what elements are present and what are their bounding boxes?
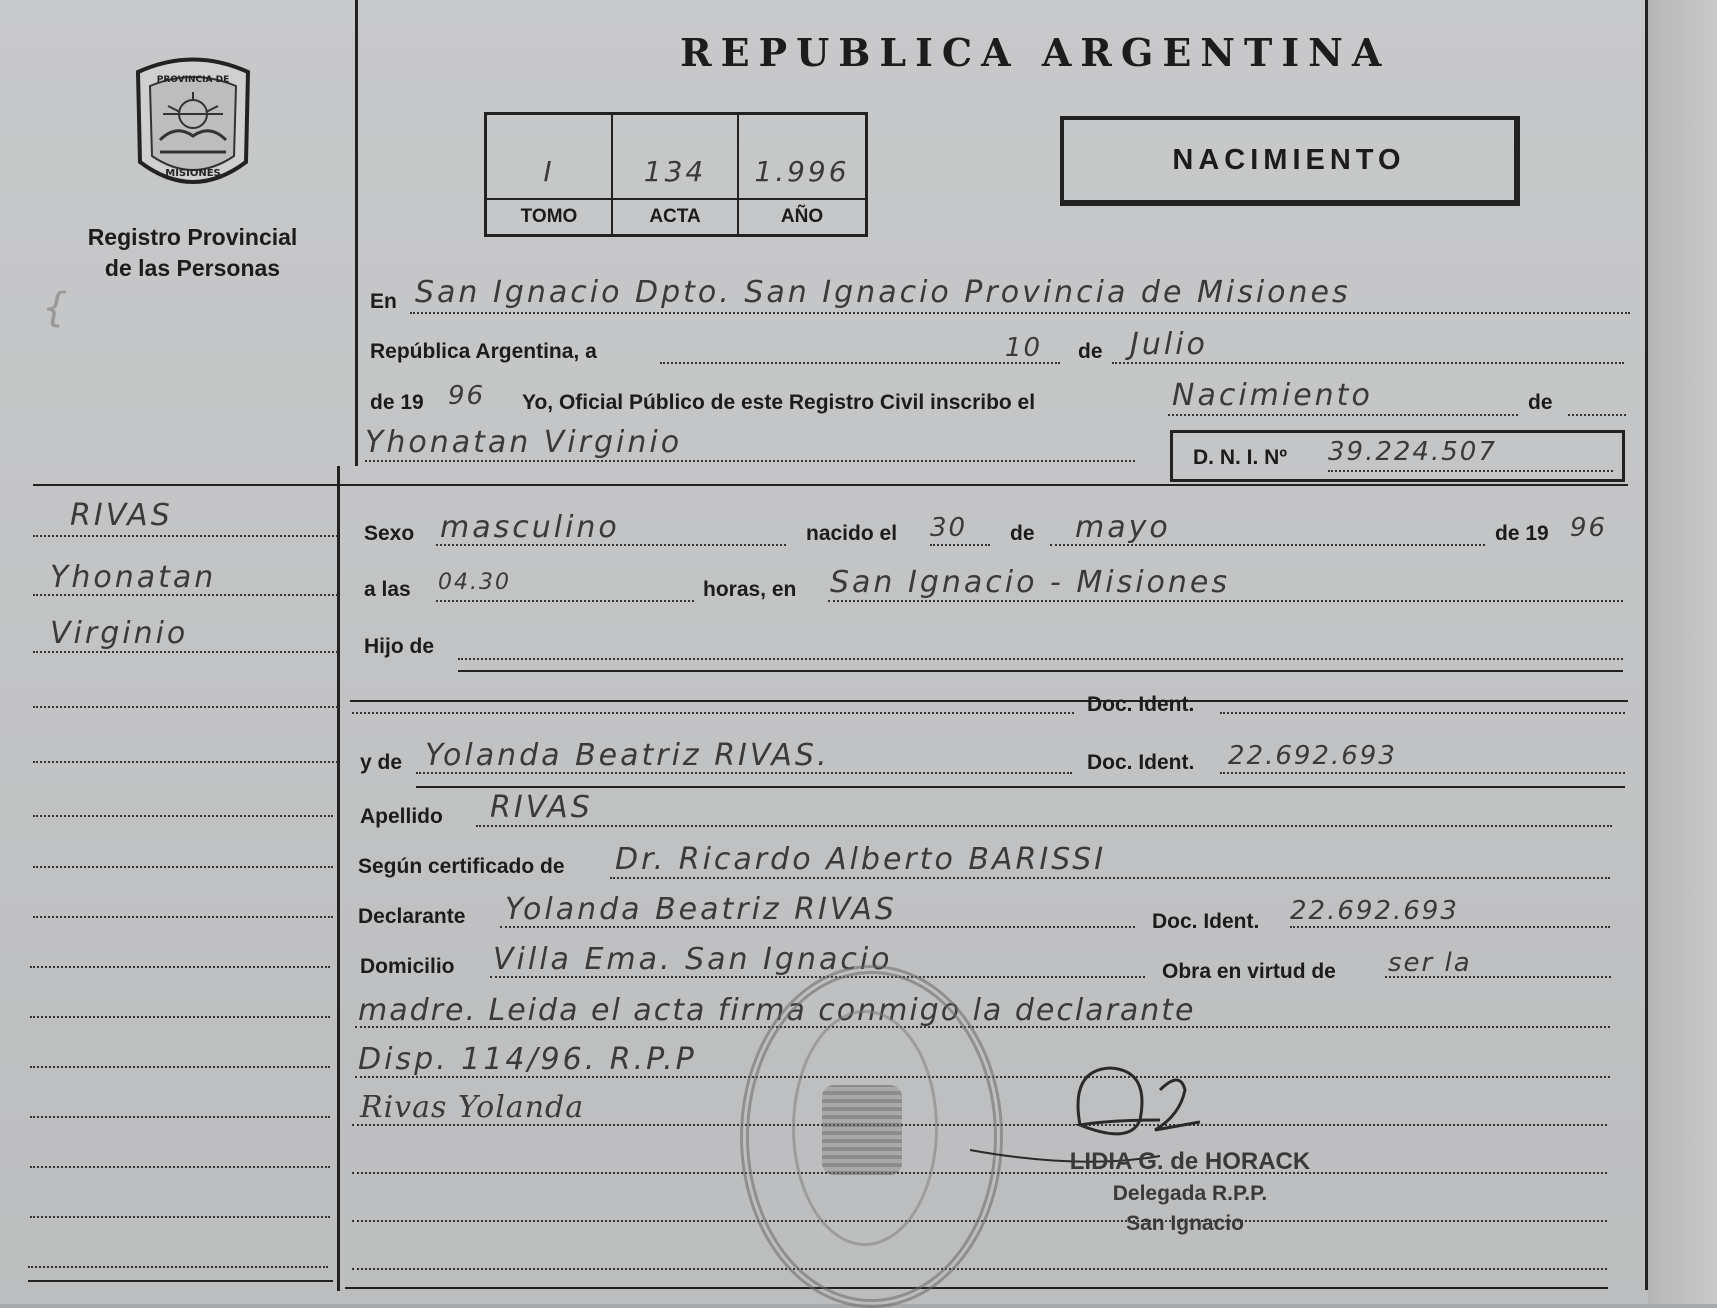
entry-obra: ser la <box>1388 948 1472 978</box>
entry-domicilio: Villa Ema. San Ignacio <box>493 942 893 977</box>
rule-tipo <box>1168 414 1518 416</box>
entry-declarante: Yolanda Beatriz RIVAS <box>505 892 897 927</box>
label-dni: D. N. I. Nº <box>1193 446 1288 469</box>
seal-top-text: PROVINCIA DE <box>156 75 230 85</box>
entry-lugar-nac: San Ignacio - Misiones <box>830 565 1230 600</box>
label-de19-nac: de 19 <box>1495 522 1549 545</box>
side-name-2: Yhonatan <box>50 560 217 595</box>
rule-side-1 <box>33 535 338 537</box>
section-rule-2 <box>350 700 1628 702</box>
seal-bottom-text: MISIONES <box>165 168 221 179</box>
official-place: San Ignacio <box>1126 1212 1244 1235</box>
section-rule-1 <box>340 484 1628 486</box>
entry-tipo: Nacimiento <box>1172 378 1373 413</box>
entry-anio-inscripcion: 96 <box>448 381 486 411</box>
rule-nota-6 <box>352 1268 1607 1270</box>
label-de-mes-nac: de <box>1010 522 1035 545</box>
entry-lugar: San Ignacio Dpto. San Ignacio Provincia de Misiones <box>415 275 1351 310</box>
entry-dia-nac: 30 <box>930 513 968 543</box>
rule-side-15 <box>28 1266 328 1268</box>
margin-mark: { <box>42 285 68 331</box>
tomo-value: I <box>543 155 555 188</box>
registry-line-2: de las Personas <box>104 255 281 281</box>
label-doc-ident-declarante: Doc. Ident. <box>1152 910 1260 933</box>
label-apellido: Apellido <box>360 805 443 828</box>
rule-side-4 <box>33 706 338 708</box>
page-edge <box>1648 0 1717 1304</box>
side-name-1: RIVAS <box>70 498 173 533</box>
anio-value: 1.996 <box>754 155 850 188</box>
rule-doc-madre <box>1220 772 1625 774</box>
label-en: En <box>370 290 397 313</box>
rule-certificado <box>610 877 1610 879</box>
entry-nombre: Yhonatan Virginio <box>365 425 683 460</box>
label-declarante: Declarante <box>358 905 466 928</box>
rule-side-3 <box>33 651 338 653</box>
tomo-cell <box>487 115 613 234</box>
rule-side-13 <box>30 1166 330 1168</box>
record-box <box>484 112 868 237</box>
label-doc-ident-padre: Doc. Ident. <box>1087 693 1195 716</box>
rule-dni <box>1328 470 1613 472</box>
acta-cell <box>613 115 739 234</box>
label-segun: Según certificado de <box>358 855 565 878</box>
entry-dni: 39.224.507 <box>1328 437 1497 467</box>
entry-doc-declarante: 22.692.693 <box>1290 896 1459 926</box>
label-de-mes: de <box>1078 340 1103 363</box>
official-stamp-emblem <box>822 1085 902 1175</box>
rule-dia-nac <box>930 544 990 546</box>
anio-label: AÑO <box>739 198 865 234</box>
rule-side-14 <box>30 1216 330 1218</box>
anio-cell <box>739 115 865 234</box>
label-sexo: Sexo <box>364 522 415 545</box>
entry-apellido: RIVAS <box>490 790 593 825</box>
official-role: Delegada R.P.P. <box>1112 1182 1268 1205</box>
label-hijo-de: Hijo de <box>364 635 435 658</box>
document-type-box: NACIMIENTO <box>1060 116 1520 206</box>
rule-side-7 <box>33 866 333 868</box>
rule-side-10 <box>30 1016 330 1018</box>
label-yo: Yo, Oficial Público de este Registro Civil inscribo el <box>522 391 1036 414</box>
signature-declarante: Rivas Yolanda <box>360 1090 585 1125</box>
frame-divider-top <box>355 0 358 466</box>
entry-anio-nac: 96 <box>1570 513 1608 543</box>
acta-value: 134 <box>643 155 707 188</box>
left-column-bottom-rule <box>28 1280 333 1282</box>
entry-mes: Julio <box>1130 327 1208 362</box>
rule-padre <box>352 712 1074 714</box>
rule-doc-padre <box>1220 712 1625 714</box>
label-republica: República Argentina, a <box>370 340 597 363</box>
side-name-3: Virginio <box>50 616 189 651</box>
tomo-label: TOMO <box>487 198 611 234</box>
rule-doc-declarante <box>1290 926 1610 928</box>
frame-divider-bottom <box>337 466 340 1291</box>
rule-de-tail <box>1568 414 1626 416</box>
official-name: LIDIA G. de HORACK <box>1069 1148 1311 1175</box>
page-title: REPUBLICA ARGENTINA <box>680 30 1391 75</box>
rule-side-5 <box>33 761 338 763</box>
acta-label: ACTA <box>613 198 737 234</box>
entry-madre: Yolanda Beatriz RIVAS. <box>425 738 830 773</box>
entry-nota-2: Disp. 114/96. R.P.P <box>358 1042 697 1077</box>
rule-dia <box>660 362 1060 364</box>
entry-hora: 04.30 <box>438 570 511 595</box>
entry-sexo: masculino <box>440 510 620 545</box>
label-a-las: a las <box>364 578 411 601</box>
rule-side-11 <box>30 1066 330 1068</box>
entry-nota-1: madre. Leida el acta firma conmigo la declarante <box>358 993 1196 1028</box>
registry-line-1: Registro Provincial <box>87 224 298 250</box>
rule-side-6 <box>33 815 333 817</box>
rule-hijo-de-solid <box>458 670 1623 672</box>
rule-mes <box>1112 362 1624 364</box>
rule-madre-solid <box>416 786 1625 788</box>
label-horas-en: horas, en <box>703 578 797 601</box>
section-rule-bottom <box>345 1287 1608 1289</box>
label-de19: de 19 <box>370 391 424 414</box>
rule-hijo-de <box>458 658 1623 660</box>
entry-doc-madre: 22.692.693 <box>1228 741 1397 771</box>
rule-nombre <box>365 460 1135 462</box>
rule-side-12 <box>30 1116 330 1118</box>
rule-lugar-nac <box>828 600 1623 602</box>
entry-dia: 10 <box>1005 333 1043 363</box>
label-y-de: y de <box>360 751 403 774</box>
label-doc-ident-madre: Doc. Ident. <box>1087 751 1195 774</box>
entry-certificado: Dr. Ricardo Alberto BARISSI <box>615 842 1107 877</box>
frame-right <box>1645 0 1648 1290</box>
label-obra: Obra en virtud de <box>1162 960 1336 983</box>
left-column-rule <box>33 484 343 486</box>
label-de-nombre: de <box>1528 391 1553 414</box>
rule-side-9 <box>30 966 330 968</box>
rule-en <box>410 312 1630 314</box>
provincial-seal-icon <box>128 52 258 200</box>
rule-apellido <box>476 825 1612 827</box>
registry-name <box>70 222 315 284</box>
rule-side-8 <box>33 916 333 918</box>
entry-mes-nac: mayo <box>1075 510 1171 545</box>
rule-hora <box>436 600 694 602</box>
label-domicilio: Domicilio <box>360 955 455 978</box>
label-nacido: nacido el <box>806 522 898 545</box>
